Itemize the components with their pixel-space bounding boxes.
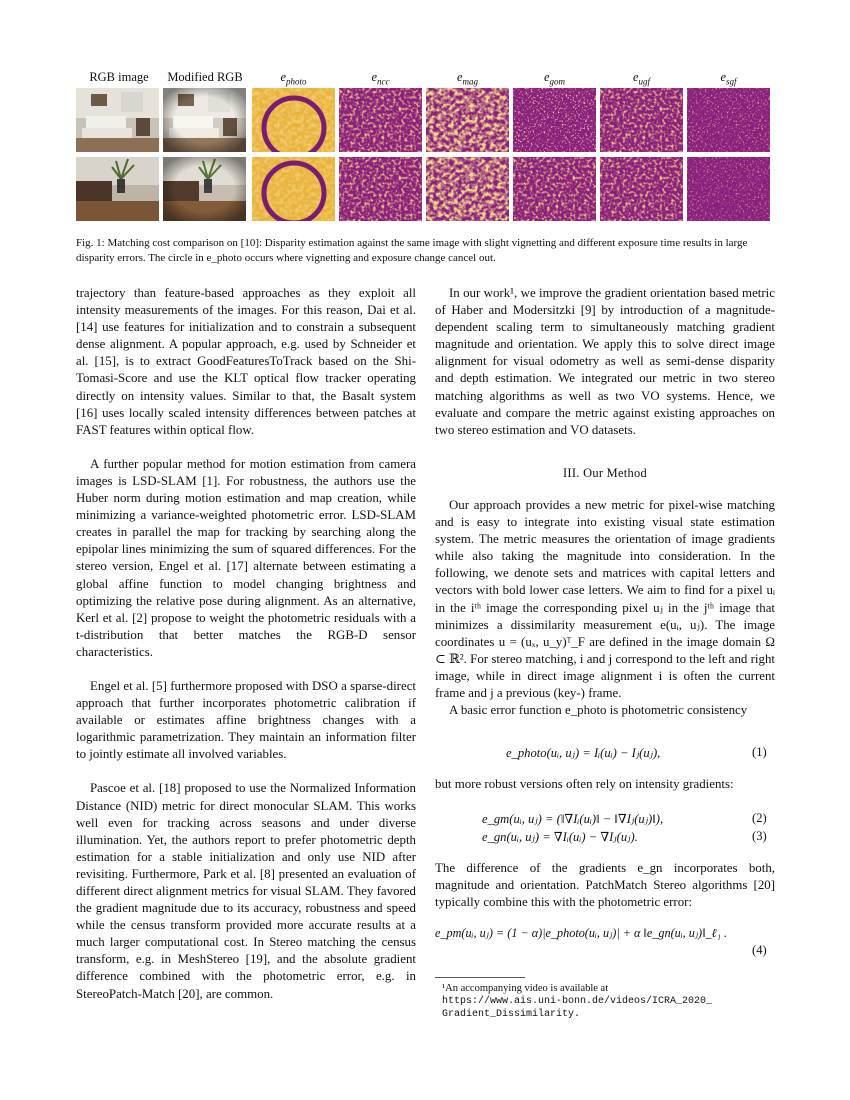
paragraph-related-work-4: Pascoe et al. [18] proposed to use the Normalized Information Distance (NID) metric for direct monocular SLAM. This works well even for tracking across seasons and under diverse illumination. Yet, the authors report to prefer photometric depth estimation for a stable initialization and only use NID after revisiting. Furthermore, Park et al. [8] presented an evaluation of different direct alignment metrics for visual SLAM. They favored the gradient magnitude due to its accuracy, robustness and speed while the census transform provided more accurate results at a much larger computational cost. In Stereo matching the census transform, e.g. in MeshStereo [19], and the absolute gradient difference combined with the photometric error, e.g. in StereoPatch-Match [20], are common. <box>76 781 416 1001</box>
header-e-photo: $e_{photo}$ <box>280 70 307 87</box>
image-e-photo-living-room <box>252 88 335 152</box>
equation-3-number: (3) <box>752 829 767 843</box>
equation-4: e_pm(uᵢ, uⱼ) = (1 − α)|e_photo(uᵢ, uⱼ)| + α ‖e_gn(uᵢ, uⱼ)‖_ℓ₁ . <box>435 926 728 940</box>
figure-caption: Fig. 1: Matching cost comparison on [10]: Disparity estimation against the same image with slight vignetting and different exposure time results in large disparity errors. The circle in e_photo occurs where vignetting and exposure change cancel out. <box>76 237 748 264</box>
equation-3: e_gn(uᵢ, uⱼ) = ∇Iᵢ(uᵢ) − ∇Iⱼ(uⱼ). <box>482 830 638 844</box>
paragraph-related-work-1: trajectory than feature-based approaches as they exploit all intensity measurements of the images. For this reason, Dai et al. [14] use features for initialization and to constrain a subsequent dense alignment. A popular approach, e.g. used by Schneider et al. [15], is to extract GoodFeaturesToTrack based on the Shi-Tomasi-Score and use the KLT optical flow tracker operating directly on intensity values. Similar to that, the Basalt system [16] uses locally scaled intensity differences between patches at FAST features within optical flow. <box>76 286 416 437</box>
footnote-url-line-1[interactable]: https://www.ais.uni-bonn.de/videos/ICRA_2020_ <box>442 996 713 1007</box>
image-modified-living-room <box>163 88 246 152</box>
equation-1: e_photo(uᵢ, uⱼ) = Iᵢ(uᵢ) − Iⱼ(uⱼ), <box>506 746 661 760</box>
image-e-ugf-living-room <box>600 88 683 152</box>
section-title: III. Our Method <box>563 466 647 480</box>
footnote-url-line-2[interactable]: Gradient_Dissimilarity. <box>442 1009 581 1020</box>
image-e-mag-living-room <box>426 88 509 152</box>
image-e-photo-plant-room <box>252 157 335 221</box>
header-rgb-image: RGB image <box>89 70 149 84</box>
paragraph-our-work: In our work¹, we improve the gradient orientation based metric of Haber and Modersitzki [9] by introduction of a magnitude-dependent scaling term to simultaneously matching gradient magnitude and orientation. We apply this to solve direct image alignment for visual odometry as well as semi-dense disparity and depth estimation. We integrated our metric in two stereo matching algorithms as well as two VO systems. Hence, we evaluate and compare the metric against existing approaches on two stereo estimation and VO datasets. <box>435 286 775 437</box>
image-e-ncc-living-room <box>339 88 422 152</box>
footnote-text: ¹An accompanying video is available at <box>442 983 609 994</box>
text-after-eq1: but more robust versions often rely on intensity gradients: <box>435 777 734 791</box>
image-e-mag-plant-room <box>426 157 509 221</box>
paragraph-after-eq1 <box>435 776 775 793</box>
footnote-rule <box>435 977 525 978</box>
header-e-sgf: $e_{sgf}$ <box>720 70 737 87</box>
image-e-sgf-living-room <box>687 88 770 152</box>
paragraph-after-eq3 <box>435 860 775 911</box>
right-column <box>435 285 775 439</box>
method-text <box>435 497 775 719</box>
image-e-sgf-plant-room <box>687 157 770 221</box>
paragraph-related-work-2: A further popular method for motion estimation from camera images is LSD-SLAM [1]. For robustness, the authors use the Huber norm during motion estimation and map creation, while minimizing a variance-weighted photometric error. LSD-SLAM creates in parallel the map for tracking by searching along the epipolar lines minimizing the sum of squared differences. For the stereo version, Engel et al. [17] alternate between estimating a global affine function to model changing brightness and optimizing the relative pose during alignment. As an alternative, Kerl et al. [2] propose to weight the photometric residuals with a t-distribution that better matches the RGB-D sensor characteristics. <box>76 456 416 659</box>
image-e-ncc-plant-room <box>339 157 422 221</box>
header-e-ncc: $e_{ncc}$ <box>371 70 390 87</box>
header-e-gom: $e_{gom}$ <box>543 70 566 87</box>
header-e-ugf: $e_{ugf}$ <box>632 70 651 87</box>
paragraph-method-2: A basic error function e_photo is photometric consistency <box>449 703 748 718</box>
header-modified-rgb: Modified RGB <box>167 70 243 84</box>
equation-2: e_gm(uᵢ, uⱼ) = (‖∇Iᵢ(uᵢ)‖ − ‖∇Iⱼ(uⱼ)‖), <box>482 812 664 826</box>
image-e-gom-plant-room <box>513 157 596 221</box>
image-modified-plant-room <box>163 157 246 221</box>
image-e-gom-living-room <box>513 88 596 152</box>
paragraph-method-1: Our approach provides a new metric for pixel-wise matching and is easy to integrate into existing visual state estimation system. The metric measures the orientation of image gradients while also taking the magnitude into consideration. In the following, we denote sets and matrices with capital letters and vectors with bold lower case letters. We aim to find for a pixel uᵢ in the iᵗʰ image the corresponding pixel uⱼ in the jᵗʰ image that minimizes a dissimilarity measurement e(uᵢ, uⱼ). The image coordinates u = (uₓ, u_y)ᵀ_F are defined in the image domain Ω ⊂ ℝ². For stereo matching, i and j correspond to the left and right image, while in direct image alignment i is often the current frame and j a previous (key-) frame. <box>435 498 775 701</box>
paragraph-related-work-3: Engel et al. [5] furthermore proposed with DSO a sparse-direct approach that further incorporates photometric calibration if available or estimates affine brightness changes with a logarithmic parametrization. They maintain an information filter to jointly estimate all involved variables. <box>76 678 416 762</box>
image-e-ugf-plant-room <box>600 157 683 221</box>
equation-2-number: (2) <box>752 811 767 825</box>
left-column <box>76 285 416 1003</box>
equation-1-number: (1) <box>752 745 767 759</box>
equation-4-number: (4) <box>752 943 767 957</box>
header-e-mag: $e_{mag}$ <box>456 70 479 87</box>
text-after-eq3: The difference of the gradients e_gn incorporates both, magnitude and orientation. PatchMatch Stereo algorithms [20] typically combine this with the photometric error: <box>435 861 775 910</box>
image-rgb-living-room <box>76 88 159 152</box>
footnote <box>442 982 775 1021</box>
image-rgb-plant-room <box>76 157 159 221</box>
